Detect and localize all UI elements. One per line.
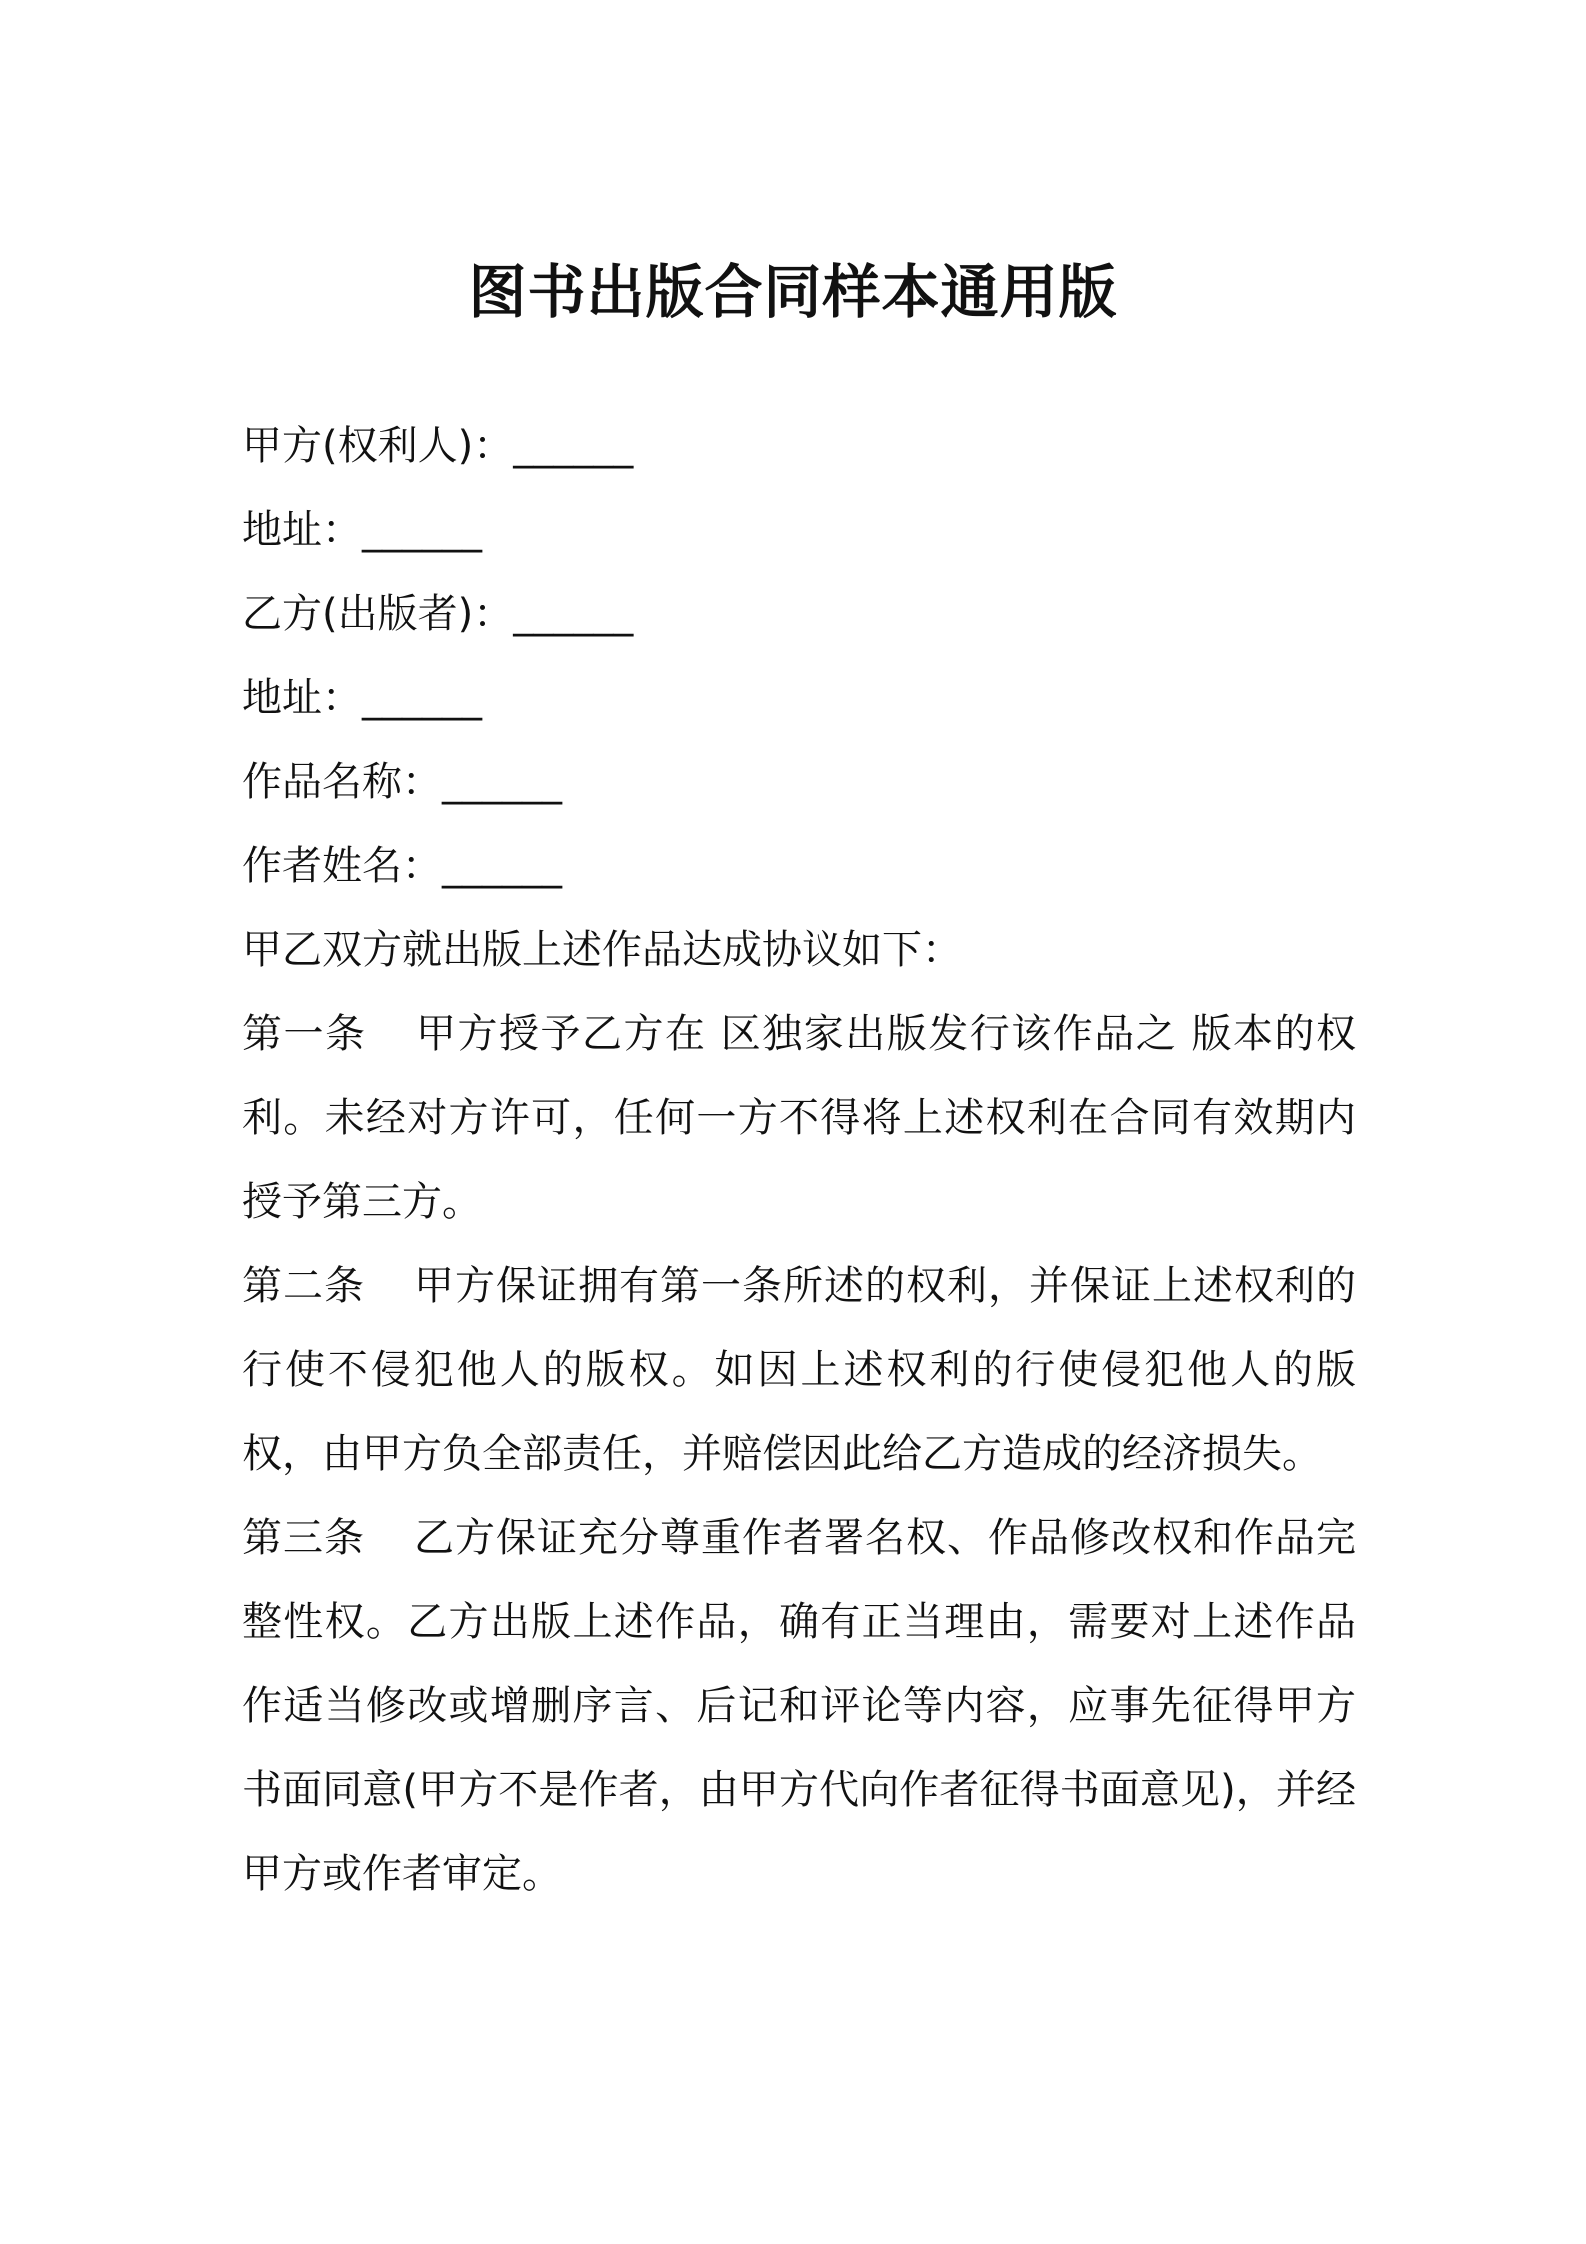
field-blank: ______	[442, 843, 562, 889]
article-heading: 第三条	[242, 1515, 365, 1561]
article-text: 乙方保证充分尊重作者署名权、作品修改权和作品完整性权。乙方出版上述作品，确有正当理由，需要对上述作品作适当修改或增删序言、后记和评论等内容，应事先征得甲方书面同意(甲方不是作者，由甲方代向作者征得书面意见)，并经甲方或作者审定。	[242, 1515, 1356, 1897]
article-text: 甲方授予乙方在 区独家出版发行该作品之 版本的权利。未经对方许可，任何一方不得将上述权利在合同有效期内授予第三方。	[242, 1011, 1357, 1225]
field-blank: ______	[362, 675, 482, 721]
article-text: 甲方保证拥有第一条所述的权利，并保证上述权利的行使不侵犯他人的版权。如因上述权利的行使侵犯他人的版权，由甲方负全部责任，并赔偿因此给乙方造成的经济损失。	[242, 1263, 1356, 1477]
article-3	[242, 1496, 1356, 1916]
field-blank: ______	[513, 423, 634, 469]
field-label: 地址：	[242, 507, 362, 553]
field-label: 乙方(出版者)：	[242, 591, 514, 637]
article-1	[242, 992, 1356, 1244]
field-blank: ______	[442, 759, 562, 805]
field-party-a-address	[242, 488, 1356, 572]
field-label: 地址：	[242, 675, 362, 721]
article-heading: 第一条	[242, 1011, 367, 1057]
field-author-name	[242, 824, 1356, 908]
field-blank: ______	[513, 591, 634, 637]
field-label: 作品名称：	[242, 759, 442, 805]
field-party-b	[242, 572, 1356, 656]
article-2	[242, 1244, 1356, 1496]
document-body	[242, 404, 1356, 1916]
field-work-title	[242, 740, 1356, 824]
field-party-a	[242, 404, 1356, 488]
field-blank: ______	[362, 507, 482, 553]
agreement-intro: 甲乙双方就出版上述作品达成协议如下：	[242, 927, 962, 973]
field-label: 甲方(权利人)：	[242, 423, 514, 469]
field-label: 作者姓名：	[242, 843, 442, 889]
document-title: 图书出版合同样本通用版	[468, 258, 1118, 326]
field-party-b-address	[242, 656, 1356, 740]
article-heading: 第二条	[242, 1263, 365, 1309]
